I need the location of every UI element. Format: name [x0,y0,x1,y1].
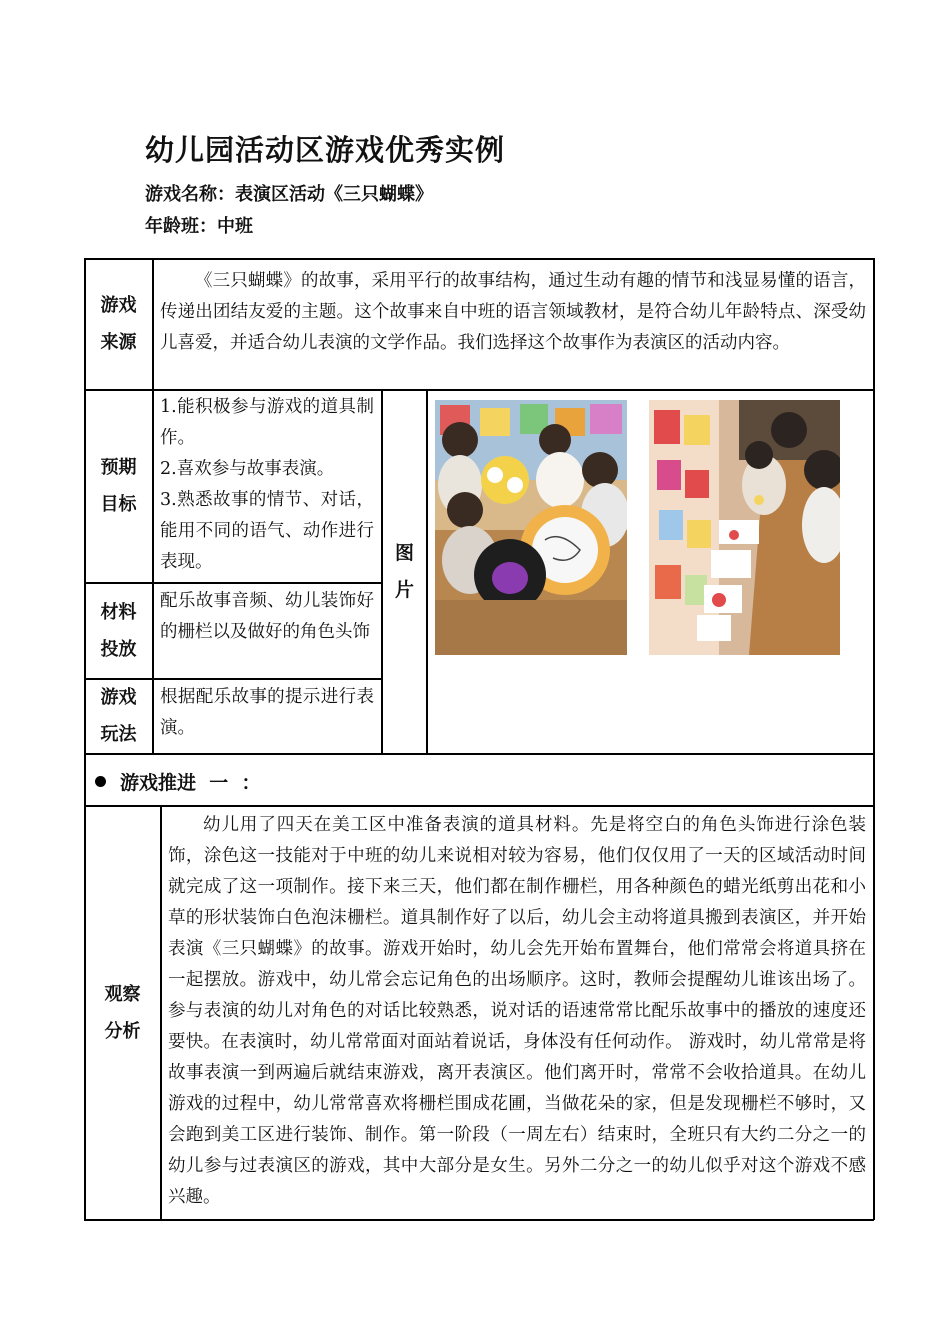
goal-item: 1.能积极参与游戏的道具制作。 [160,397,374,448]
picture-label-line-2: 片 [394,578,414,601]
source-label [85,259,152,389]
observation-text: 幼儿用了四天在美工区中准备表演的道具材料。先是将空白的角色头饰进行涂色装饰，涂色这一技能对于中班的幼儿来说相对较为容易，他们仅仅用了一天的区域活动时间就完成了这一项制作。接下来三天，他们都在制作栅栏，用各种颜色的蜡光纸剪出花和小草的形状装饰白色泡沫栅栏。道具制作好了以后，幼儿会主动将道具搬到表演区，并开始表演《三只蝴蝶》的故事。游戏开始时，幼儿会先开始布置舞台，他们常常会将道具挤在一起摆放。游戏中，幼儿常会忘记角色的出场顺序。这时，教师会提醒幼儿谁该出场了。参与表演的幼儿对角色的对话比较熟悉，说对话的语速常常比配乐故事中的播放的速度还要快。在表演时，幼儿常常面对面站着说话，身体没有任何动作。 游戏时，幼儿常常是将故事表演一到两遍后就结束游戏，离开表演区。他们离开时，常常不会收拾道具。在幼儿游戏的过程中，幼儿常常喜欢将栅栏围成花圃，当做花朵的家，但是发现栅栏不够时，又会跑到美工区进行装饰、制作。第一阶段（一周左右）结束时，全班只有大约二分之一的幼儿参与过表演区的游戏，其中大部分是女生。另外二分之一的幼儿似乎对这个游戏不感兴趣。 [168,815,866,1207]
materials-label-line-1: 材料 [100,601,137,623]
play-label-line-1: 游戏 [100,687,137,708]
photo-children-crafting [435,400,627,655]
photo-children-crafting-image [435,400,627,655]
progress-heading [95,768,260,795]
materials-text: 配乐故事音频、幼儿装饰好的栅栏以及做好的角色头饰 [160,591,374,642]
materials-label [85,583,152,678]
goals-label-line-2: 目标 [100,494,137,515]
play-label [85,679,152,753]
observation-label [85,806,160,1219]
document-title: 幼儿园活动区游戏优秀实例 [145,133,506,167]
play-label-line-2: 玩法 [100,724,137,745]
source-text: 《三只蝴蝶》的故事，采用平行的故事结构，通过生动有趣的情节和浅显易懂的语言，传递出团结友爱的主题。这个故事来自中班的语言领域教材，是符合幼儿年龄特点、深受幼儿喜爱，并适合幼儿表演的文学作品。我们选择这个故事作为表演区的活动内容。 [160,271,866,353]
source-label-line-2: 来源 [100,332,137,353]
observation-label-line-2: 分析 [104,1020,141,1042]
picture-label-line-1: 图 [394,541,414,564]
age-class: 年龄班：中班 [145,216,253,237]
source-label-line-1: 游戏 [100,295,137,316]
observation-label-line-1: 观察 [104,983,141,1005]
bullet-icon [95,776,106,787]
goals-label-line-1: 预期 [100,457,137,478]
goals-label [85,390,152,582]
photo-decorated-fence-image [649,400,840,655]
goal-item: 2.喜欢参与故事表演。 [160,459,335,479]
picture-label [383,390,426,753]
photo-decorated-fence [649,400,840,655]
materials-label-line-2: 投放 [100,638,137,660]
game-name: 游戏名称：表演区活动《三只蝴蝶》 [145,184,433,205]
progress-heading-text: 游戏推进 一 ： [120,772,261,794]
goal-item: 3.熟悉故事的情节、对话，能用不同的语气、动作进行表现。 [160,490,374,572]
goals-list [160,392,374,578]
play-text: 根据配乐故事的提示进行表演。 [160,687,374,738]
